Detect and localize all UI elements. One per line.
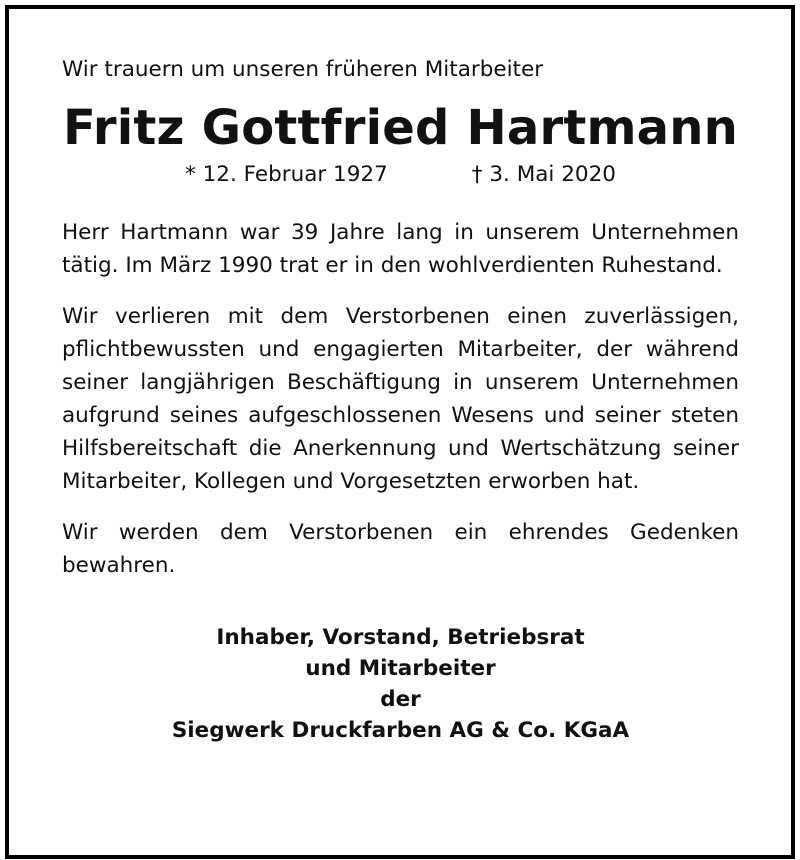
obituary-notice: [62, 54, 739, 746]
intro-line: Wir trauern um unseren früheren Mitarbeiter: [62, 57, 544, 82]
signature-block: [62, 622, 739, 746]
life-dates: [62, 160, 739, 190]
remembrance-paragraph: Wir werden dem Verstorbenen ein ehrendes Gedenken bewahren.: [62, 520, 739, 578]
deceased-name: Fritz Gottfried Hartmann: [62, 100, 739, 156]
tribute-paragraph: Wir verlieren mit dem Verstorbenen einen zuverlässigen, pflichtbewussten und engagierten Mitarbeiter, der während seiner langjährigen Beschäftigung in unserem Unternehmen aufgrund seines aufgeschlossenen Wesens und seiner steten Hilfsbereitschaft die Anerkennung und Wertschätzung seiner Mitarbeiter, Kollegen und Vorgesetzten erworben hat.: [62, 304, 739, 494]
birth-date: * 12. Februar 1927: [185, 162, 388, 187]
signature-line-of: der: [380, 687, 421, 712]
death-date: † 3. Mai 2020: [471, 162, 616, 187]
service-paragraph: Herr Hartmann war 39 Jahre lang in unserem Unternehmen tätig. Im März 1990 trat er in den wohlverdienten Ruhestand.: [62, 220, 739, 278]
signature-line-company: Siegwerk Druckfarben AG & Co. KGaA: [171, 718, 630, 743]
signature-line-employees: und Mitarbeiter: [305, 656, 496, 681]
signature-line-management: Inhaber, Vorstand, Betriebsrat: [216, 625, 585, 650]
